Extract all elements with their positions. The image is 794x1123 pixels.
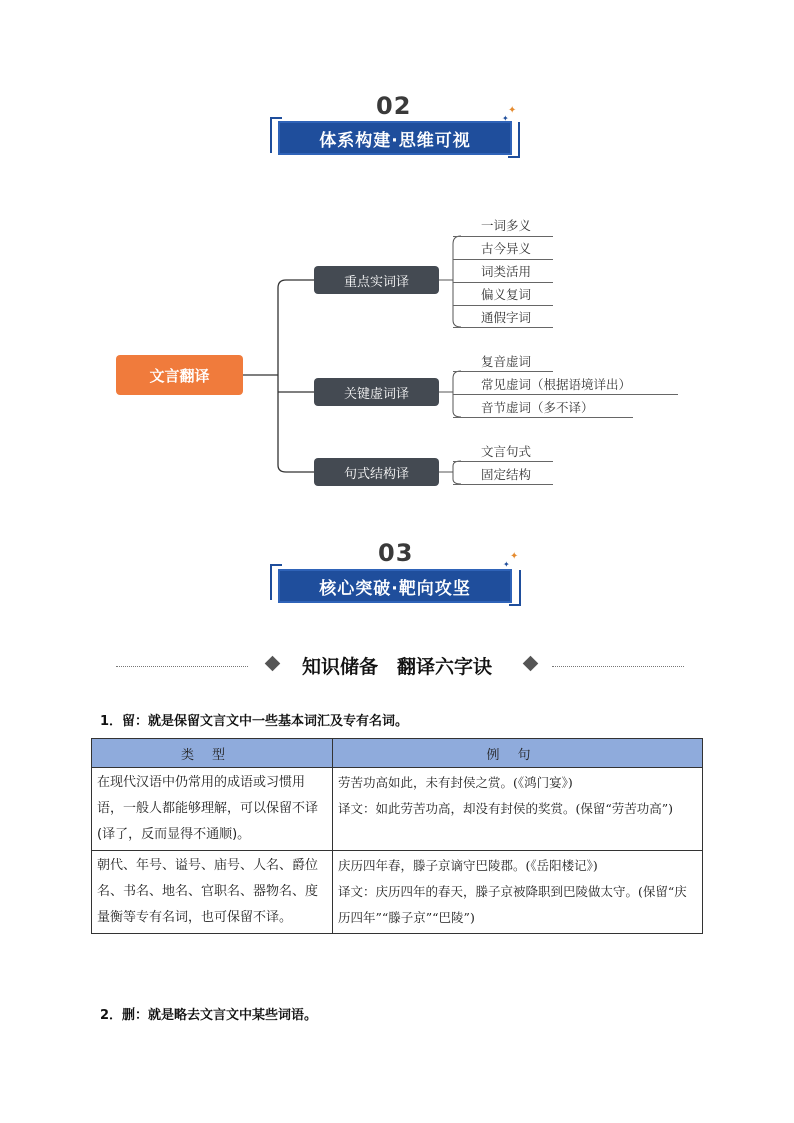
table-cell-example: [333, 768, 703, 851]
table-cell-type: 在现代汉语中仍常用的成语或习惯用语，一般人都能够理解，可以保留不译(译了，反而显得不通顺)。: [92, 768, 333, 851]
section-banner-03: 核心突破·靶向攻坚: [278, 569, 512, 603]
section-number-02: 02: [376, 92, 412, 120]
mindmap-leaf: 古今异义: [481, 241, 532, 256]
leaf-underline: [453, 394, 678, 395]
knowledge-heading: 知识储备 翻译六字诀: [301, 656, 492, 678]
rule-item-2: 2．删：就是略去文言文中某些词语。: [100, 1008, 318, 1023]
table-cell-type: 朝代、年号、谥号、庙号、人名、爵位名、书名、地名、官职名、器物名、度量衡等专有名词，也可保留不译。: [92, 851, 333, 934]
rule-table: [91, 738, 703, 934]
table-header-example: 例句: [333, 739, 703, 768]
sparkle-icon: ✦: [503, 560, 510, 569]
mindmap-leaf: 固定结构: [481, 467, 532, 482]
leaf-underline: [453, 371, 553, 372]
table-cell-example: [333, 851, 703, 934]
mindmap-leaf: 词类活用: [481, 264, 532, 279]
mindmap-branch-2: 关键虚词译: [314, 378, 439, 406]
mindmap-branch-3: 句式结构译: [314, 458, 439, 486]
mindmap-leaf: 一词多义: [481, 218, 532, 233]
mindmap-leaf: 常见虚词（根据语境详出）: [481, 377, 632, 392]
leaf-underline: [453, 282, 553, 283]
mindmap-root: 文言翻译: [116, 355, 243, 395]
table-row: [92, 851, 703, 934]
section-banner-02: 体系构建·思维可视: [278, 121, 512, 155]
leaf-underline: [453, 236, 553, 237]
mindmap-leaf: 音节虚词（多不译）: [481, 400, 594, 415]
example-sentence: 庆历四年春，滕子京谪守巴陵郡。(《岳阳楼记》): [338, 858, 598, 873]
example-translation: 译文：如此劳苦功高，却没有封侯的奖赏。(保留“劳苦功高”): [338, 801, 674, 816]
example-sentence: 劳苦功高如此，未有封侯之赏。(《鸿门宴》): [338, 775, 573, 790]
mindmap-leaf: 文言句式: [481, 444, 532, 459]
leaf-underline: [453, 461, 553, 462]
sparkle-icon: ✦: [502, 114, 509, 123]
leaf-underline: [453, 417, 633, 418]
example-translation: 译文：庆历四年的春天，滕子京被降职到巴陵做太守。(保留“庆历四年”“滕子京”“巴陵”): [338, 884, 687, 925]
sparkle-icon: ✦: [508, 105, 517, 116]
mindmap-branch-1: 重点实词译: [314, 266, 439, 294]
table-header-row: [92, 739, 703, 768]
leaf-underline: [453, 327, 553, 328]
table-row: [92, 768, 703, 851]
rule-item-1: 1．留：就是保留文言文中一些基本词汇及专有名词。: [100, 714, 409, 729]
leaf-underline: [453, 259, 553, 260]
section-number-03: 03: [378, 539, 414, 567]
sparkle-icon: ✦: [510, 551, 519, 562]
mindmap-leaf: 复音虚词: [481, 354, 532, 369]
mindmap-leaf: 偏义复词: [481, 287, 532, 302]
mindmap-leaf: 通假字词: [481, 310, 532, 325]
table-header-type: 类型: [92, 739, 333, 768]
leaf-underline: [453, 484, 553, 485]
dotted-divider-right: [552, 666, 684, 667]
leaf-underline: [453, 305, 553, 306]
